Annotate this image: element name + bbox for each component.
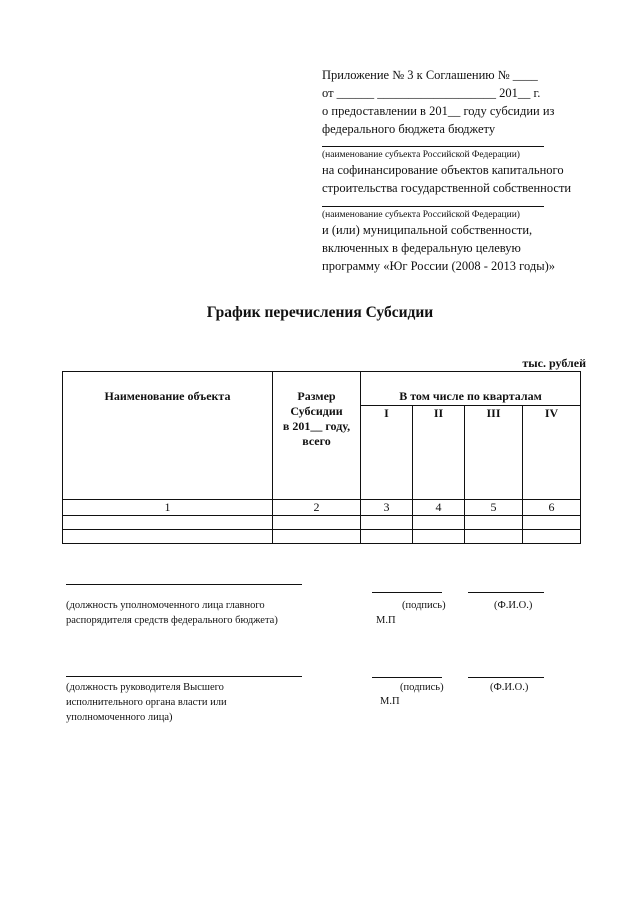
agreement-date: от ______ ___________________ 201__ г. xyxy=(322,86,541,100)
fio-caption: (Ф.И.О.) xyxy=(490,682,529,693)
program-line: включенных в федеральную целевую xyxy=(322,241,521,255)
column-number: 2 xyxy=(273,500,361,516)
subject-caption: (наименование субъекта Российской Федерации) xyxy=(322,210,520,220)
table-cell xyxy=(465,516,523,530)
appendix-header xyxy=(322,66,622,275)
table-cell xyxy=(413,530,465,544)
signature-caption: (подпись) xyxy=(402,600,446,611)
position-line xyxy=(66,584,302,585)
table-cell xyxy=(63,530,273,544)
column-number: 4 xyxy=(413,500,465,516)
table-cell xyxy=(523,530,581,544)
quarter-3-header: III xyxy=(465,406,523,500)
column-number: 3 xyxy=(361,500,413,516)
units-label: тыс. рублей xyxy=(522,356,586,370)
table-cell xyxy=(63,516,273,530)
subject-caption: (наименование субъекта Российской Федерации) xyxy=(322,150,520,160)
document-title: График перечисления Субсидии xyxy=(206,304,434,321)
blank-line xyxy=(322,197,544,207)
position-caption: (должность уполномоченного лица главного распорядителя средств федерального бюджета) xyxy=(66,600,278,626)
fio-line xyxy=(468,592,544,593)
subsidy-line: о предоставлении в 201__ году субсидии из xyxy=(322,104,555,118)
subsidy-size-header: Размер Субсидии в 201__ году, всего xyxy=(273,372,361,500)
stamp-label: М.П xyxy=(380,696,400,707)
table-cell xyxy=(523,516,581,530)
quarter-1-header: I xyxy=(361,406,413,500)
program-name: программу «Юг России (2008 - 2013 годы)» xyxy=(322,259,556,273)
table-cell xyxy=(413,516,465,530)
position-caption: (должность руководителя Высшего исполнительного органа власти или уполномоченного лица) xyxy=(66,682,227,723)
appendix-title: Приложение № 3 к Соглашению № ____ xyxy=(322,68,538,82)
cofinancing-line: на софинансирование объектов капитального xyxy=(322,163,564,177)
quarters-header: В том числе по кварталам xyxy=(361,372,581,406)
transfer-schedule-table xyxy=(62,371,581,544)
table-cell xyxy=(465,530,523,544)
table-row xyxy=(63,516,581,530)
quarter-2-header: II xyxy=(413,406,465,500)
blank-line xyxy=(322,138,544,147)
table-cell xyxy=(361,516,413,530)
table-cell xyxy=(273,530,361,544)
column-number: 5 xyxy=(465,500,523,516)
fio-line xyxy=(468,677,544,678)
table-cell xyxy=(273,516,361,530)
table-cell xyxy=(361,530,413,544)
column-number: 6 xyxy=(523,500,581,516)
fio-caption: (Ф.И.О.) xyxy=(494,600,533,611)
column-numbers-row xyxy=(63,500,581,516)
stamp-label: М.П xyxy=(376,615,396,626)
signature-caption: (подпись) xyxy=(400,682,444,693)
budget-line: федерального бюджета бюджету xyxy=(322,122,496,136)
column-number: 1 xyxy=(63,500,273,516)
table-row xyxy=(63,530,581,544)
quarter-4-header: IV xyxy=(523,406,581,500)
position-line xyxy=(66,676,302,677)
object-name-header: Наименование объекта xyxy=(63,372,273,500)
construction-line: строительства государственной собственности xyxy=(322,181,572,195)
signature-line xyxy=(372,592,442,593)
municipal-line: и (или) муниципальной собственности, xyxy=(322,223,533,237)
signature-line xyxy=(372,677,442,678)
